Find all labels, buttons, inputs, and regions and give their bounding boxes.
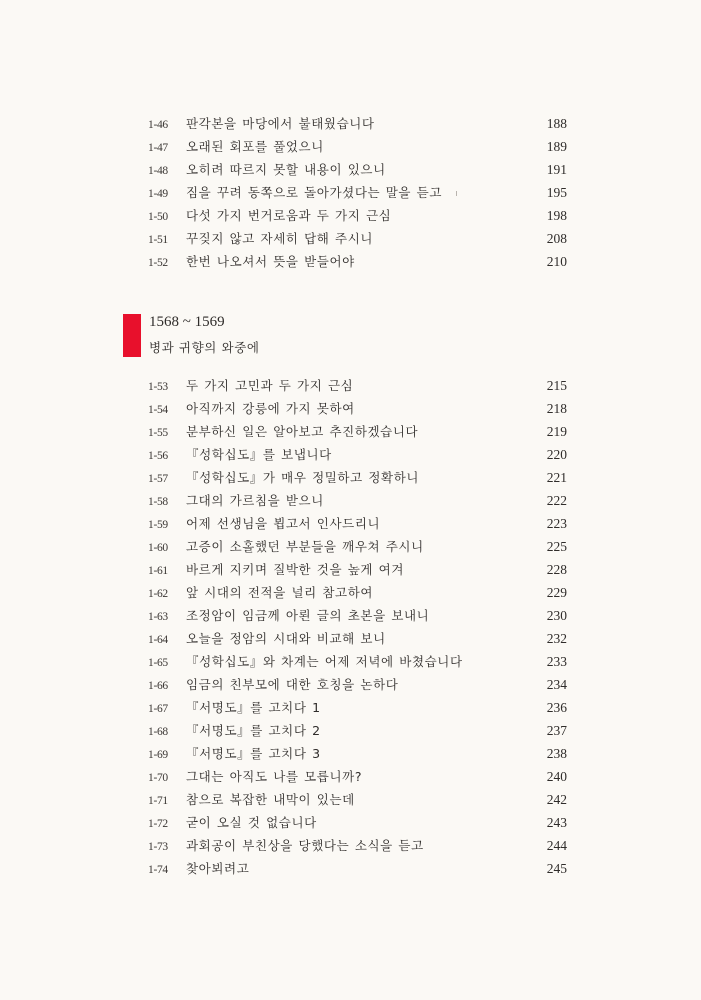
entry-page: 221 (546, 470, 567, 485)
toc-entry (148, 676, 567, 699)
toc-entry (148, 814, 567, 837)
toc-list-1546-1552 (148, 115, 567, 276)
entry-number: 1-47 (148, 142, 168, 154)
entry-number: 1-67 (148, 703, 168, 715)
toc-entry (148, 515, 567, 538)
toc-entry (148, 699, 567, 722)
toc-entry (148, 538, 567, 561)
entry-title: 앞 시대의 전적을 널리 참고하여 (186, 585, 374, 600)
entry-page: 243 (546, 815, 567, 830)
entry-number: 1-74 (148, 864, 168, 876)
entry-number: 1-65 (148, 657, 168, 669)
entry-page: 218 (546, 401, 567, 416)
toc-entry (148, 161, 567, 184)
entry-number: 1-63 (148, 611, 168, 623)
entry-page: 195 (546, 185, 567, 200)
toc-entry (148, 230, 567, 253)
entry-page: 233 (546, 654, 567, 669)
entry-title: 고증이 소홀했던 부분들을 깨우쳐 주시니 (186, 539, 424, 554)
entry-number: 1-66 (148, 680, 168, 692)
toc-entry (148, 768, 567, 791)
entry-title: 『서명도』를 고치다 2 (186, 723, 321, 738)
entry-page: 225 (546, 539, 567, 554)
entry-title: 조정암이 임금께 아뢴 글의 초본을 보내니 (186, 608, 430, 623)
entry-title: 아직까지 강릉에 가지 못하여 (186, 401, 355, 416)
entry-page: 237 (546, 723, 567, 738)
toc-entry (148, 791, 567, 814)
entry-page: 234 (546, 677, 567, 692)
entry-number: 1-62 (148, 588, 168, 600)
entry-title: 어제 선생님을 뵙고서 인사드리니 (186, 516, 381, 531)
entry-page: 229 (546, 585, 567, 600)
toc-entry (148, 446, 567, 469)
entry-title: 오히려 따르지 못할 내용이 있으니 (186, 162, 386, 177)
entry-page: 222 (546, 493, 567, 508)
entry-page: 188 (546, 116, 567, 131)
entry-number: 1-59 (148, 519, 168, 531)
entry-title: 판각본을 마당에서 불태웠습니다 (186, 116, 375, 131)
entry-page: 244 (546, 838, 567, 853)
entry-number: 1-54 (148, 404, 168, 416)
entry-title: 한번 나오셔서 뜻을 받들어야 (186, 254, 355, 269)
toc-entry (148, 400, 567, 423)
toc-entry (148, 492, 567, 515)
toc-entry (148, 138, 567, 161)
toc-list-1553-1574 (148, 377, 567, 883)
toc-entry (148, 837, 567, 860)
entry-title: 그대는 아직도 나를 모릅니까? (186, 769, 363, 784)
entry-number: 1-48 (148, 165, 168, 177)
toc-entry (148, 561, 567, 584)
entry-page: 189 (546, 139, 567, 154)
entry-title: 두 가지 고민과 두 가지 근심 (186, 378, 354, 393)
toc-entry (148, 653, 567, 676)
toc-entry (148, 584, 567, 607)
section-accent-bar (123, 314, 141, 357)
toc-entry (148, 184, 567, 207)
entry-title: 『성학십도』가 매우 정밀하고 정확하니 (186, 470, 420, 485)
entry-page: 215 (546, 378, 567, 393)
entry-title: 바르게 지키며 질박한 것을 높게 여겨 (186, 562, 404, 577)
entry-number: 1-57 (148, 473, 168, 485)
entry-title: 과회공이 부친상을 당했다는 소식을 듣고 (186, 838, 424, 853)
toc-entry (148, 722, 567, 745)
toc-entry (148, 745, 567, 768)
toc-entry (148, 607, 567, 630)
entry-page: 238 (546, 746, 567, 761)
entry-page: 232 (546, 631, 567, 646)
toc-entry (148, 115, 567, 138)
entry-number: 1-72 (148, 818, 168, 830)
entry-title: 오래된 회포를 풀었으니 (186, 139, 324, 154)
print-speck (456, 191, 457, 196)
toc-entry (148, 377, 567, 400)
entry-page: 230 (546, 608, 567, 623)
entry-number: 1-53 (148, 381, 168, 393)
toc-entry (148, 469, 567, 492)
entry-number: 1-73 (148, 841, 168, 853)
entry-number: 1-61 (148, 565, 168, 577)
toc-entry (148, 423, 567, 446)
entry-number: 1-70 (148, 772, 168, 784)
entry-title: 참으로 복잡한 내막이 있는데 (186, 792, 355, 807)
section-years: 1568 ~ 1569 (149, 314, 225, 330)
entry-title: 임금의 친부모에 대한 호칭을 논하다 (186, 677, 399, 692)
entry-number: 1-50 (148, 211, 168, 223)
entry-page: 219 (546, 424, 567, 439)
entry-number: 1-46 (148, 119, 168, 131)
entry-title: 『서명도』를 고치다 1 (186, 700, 321, 715)
entry-number: 1-52 (148, 257, 168, 269)
entry-number: 1-71 (148, 795, 168, 807)
entry-number: 1-64 (148, 634, 168, 646)
entry-title: 굳이 오실 것 없습니다 (186, 815, 317, 830)
entry-page: 245 (546, 861, 567, 876)
entry-title: 『성학십도』와 차계는 어제 저녁에 바쳤습니다 (186, 654, 463, 669)
entry-title: 다섯 가지 번거로움과 두 가지 근심 (186, 208, 392, 223)
entry-number: 1-60 (148, 542, 168, 554)
entry-number: 1-55 (148, 427, 168, 439)
entry-title: 그대의 가르침을 받으니 (186, 493, 324, 508)
entry-title: 분부하신 일은 알아보고 추진하겠습니다 (186, 424, 419, 439)
entry-title: 꾸짖지 않고 자세히 답해 주시니 (186, 231, 374, 246)
entry-title: 짐을 꾸려 동쪽으로 돌아가셨다는 말을 듣고 (186, 185, 443, 200)
entry-page: 198 (546, 208, 567, 223)
entry-page: 228 (546, 562, 567, 577)
entry-number: 1-56 (148, 450, 168, 462)
entry-number: 1-69 (148, 749, 168, 761)
toc-entry (148, 207, 567, 230)
entry-number: 1-51 (148, 234, 168, 246)
toc-entry (148, 860, 567, 883)
section-subtitle: 병과 귀향의 와중에 (149, 340, 260, 355)
entry-title: 『서명도』를 고치다 3 (186, 746, 321, 761)
toc-entry (148, 253, 567, 276)
entry-page: 223 (546, 516, 567, 531)
entry-page: 220 (546, 447, 567, 462)
toc-entry (148, 630, 567, 653)
entry-page: 210 (546, 254, 567, 269)
entry-title: 『성학십도』를 보냅니다 (186, 447, 332, 462)
entry-number: 1-68 (148, 726, 168, 738)
entry-page: 242 (546, 792, 567, 807)
entry-title: 오늘을 정암의 시대와 비교해 보니 (186, 631, 386, 646)
entry-page: 208 (546, 231, 567, 246)
entry-title: 찾아뵈려고 (186, 861, 250, 876)
entry-page: 236 (546, 700, 567, 715)
entry-number: 1-49 (148, 188, 168, 200)
entry-page: 191 (546, 162, 567, 177)
entry-number: 1-58 (148, 496, 168, 508)
entry-page: 240 (546, 769, 567, 784)
